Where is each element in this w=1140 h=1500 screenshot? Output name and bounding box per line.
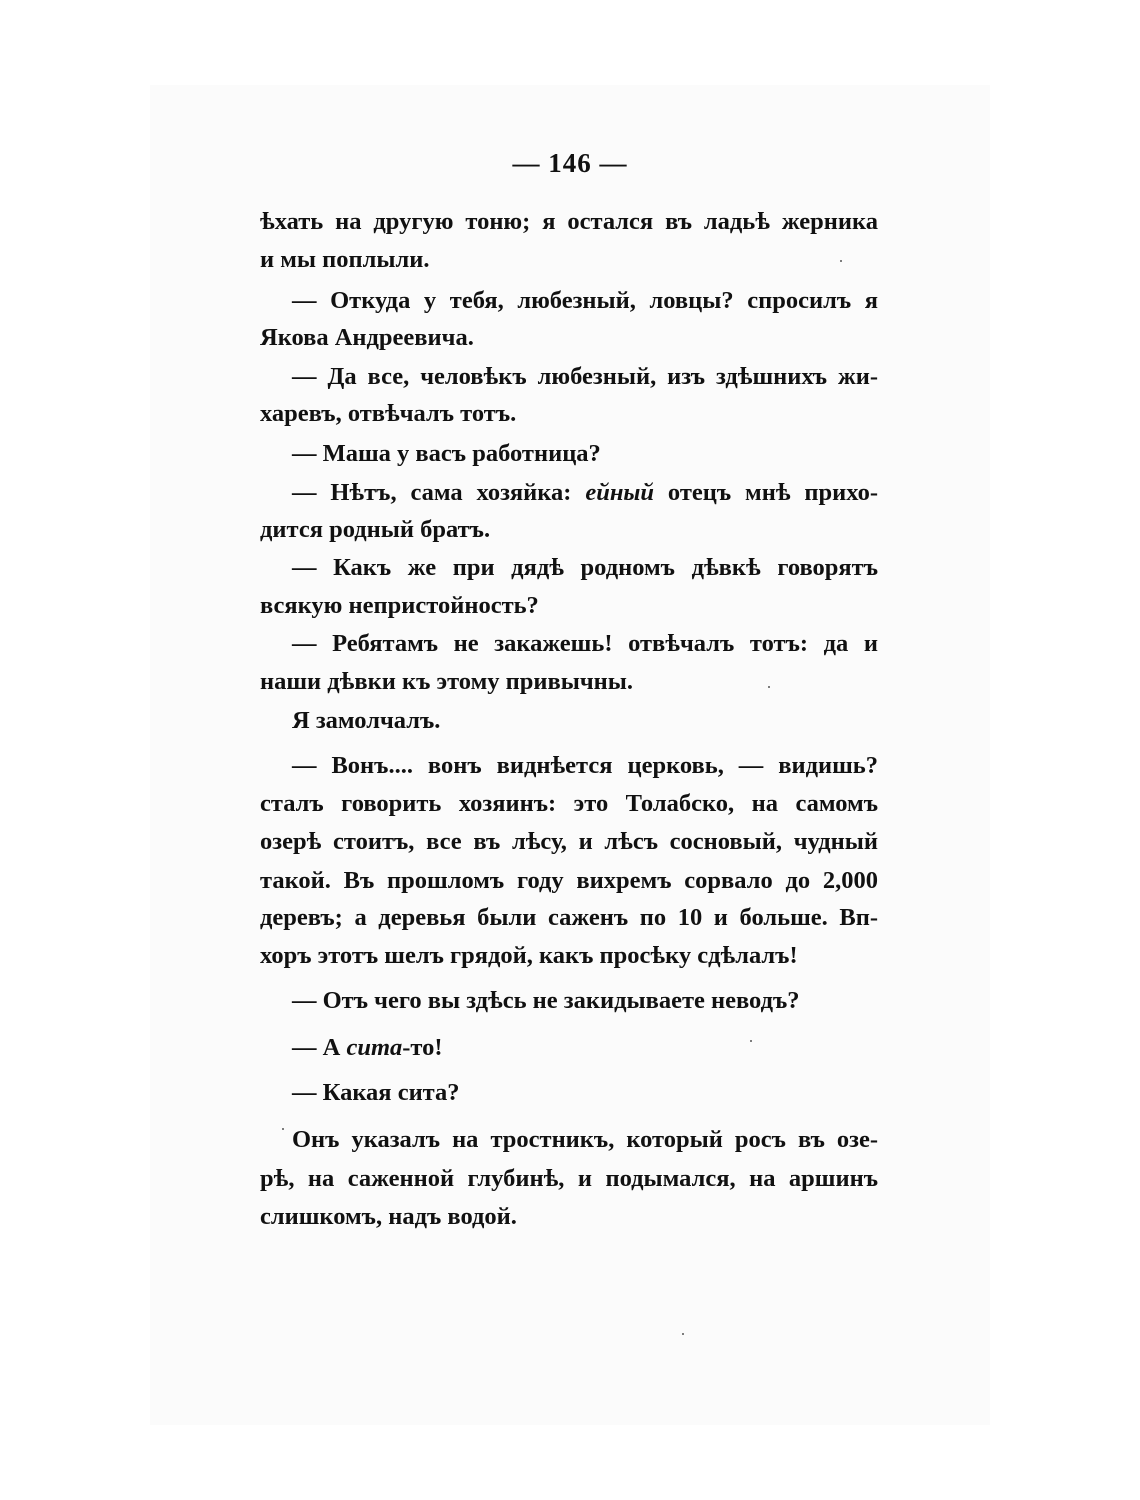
scan-speck — [768, 686, 770, 688]
text-line: озерѣ стоитъ, все въ лѣсу, и лѣсъ сосновый, чудный — [260, 828, 878, 855]
text-line: харевъ, отвѣчалъ тотъ. — [260, 400, 517, 427]
text-line: деревъ; а деревья были саженъ по 10 и больше. Вп- — [260, 904, 878, 931]
text-line: Онъ указалъ на тростникъ, который росъ въ озе- — [292, 1126, 878, 1153]
text-line: Якова Андреевича. — [260, 324, 474, 351]
text-line: и мы поплыли. — [260, 246, 430, 273]
text-line: — Ребятамъ не закажешь! отвѣчалъ тотъ: да и — [292, 630, 878, 657]
text-line: — Отъ чего вы здѣсь не закидываете неводъ? — [292, 987, 800, 1014]
text-line: — А сита-то! — [292, 1034, 443, 1061]
scan-speck — [682, 1333, 684, 1335]
text-line: — Маша у васъ работница? — [292, 440, 601, 467]
text-line: — Откуда у тебя, любезный, ловцы? спросилъ я — [292, 287, 878, 314]
scan-speck — [282, 1128, 284, 1130]
text-line: сталъ говорить хозяинъ: это Толабско, на самомъ — [260, 790, 878, 817]
text-line: — Вонъ.... вонъ виднѣется церковь, — видишь? — [292, 752, 878, 779]
text-line: наши дѣвки къ этому привычны. — [260, 668, 634, 695]
text-line: — Да все, человѣкъ любезный, изъ здѣшнихъ жи- — [292, 363, 878, 390]
text-line: хоръ этотъ шелъ грядой, какъ просѣку сдѣлалъ! — [260, 942, 798, 969]
text-line: — Какъ же при дядѣ родномъ дѣвкѣ говорятъ — [292, 554, 878, 581]
scan-speck — [840, 260, 842, 262]
text-line: ѣхать на другую тоню; я остался въ ладьѣ жерника — [260, 208, 878, 235]
text-line: Я замолчалъ. — [292, 707, 441, 734]
text-line: такой. Въ прошломъ году вихремъ сорвало до 2,000 — [260, 867, 878, 894]
text-line: — Какая сита? — [292, 1079, 460, 1106]
page-number: — 146 — — [512, 148, 628, 178]
text-line: — Нѣтъ, сама хозяйка: ейный отецъ мнѣ прихо- — [292, 479, 879, 506]
text-line: всякую непристойность? — [260, 592, 539, 619]
text-line: дится родный братъ. — [260, 516, 491, 543]
text-line: рѣ, на саженной глубинѣ, и подымался, на аршинъ — [260, 1165, 878, 1192]
scan-speck — [750, 1040, 752, 1042]
text-line: слишкомъ, надъ водой. — [260, 1203, 517, 1230]
